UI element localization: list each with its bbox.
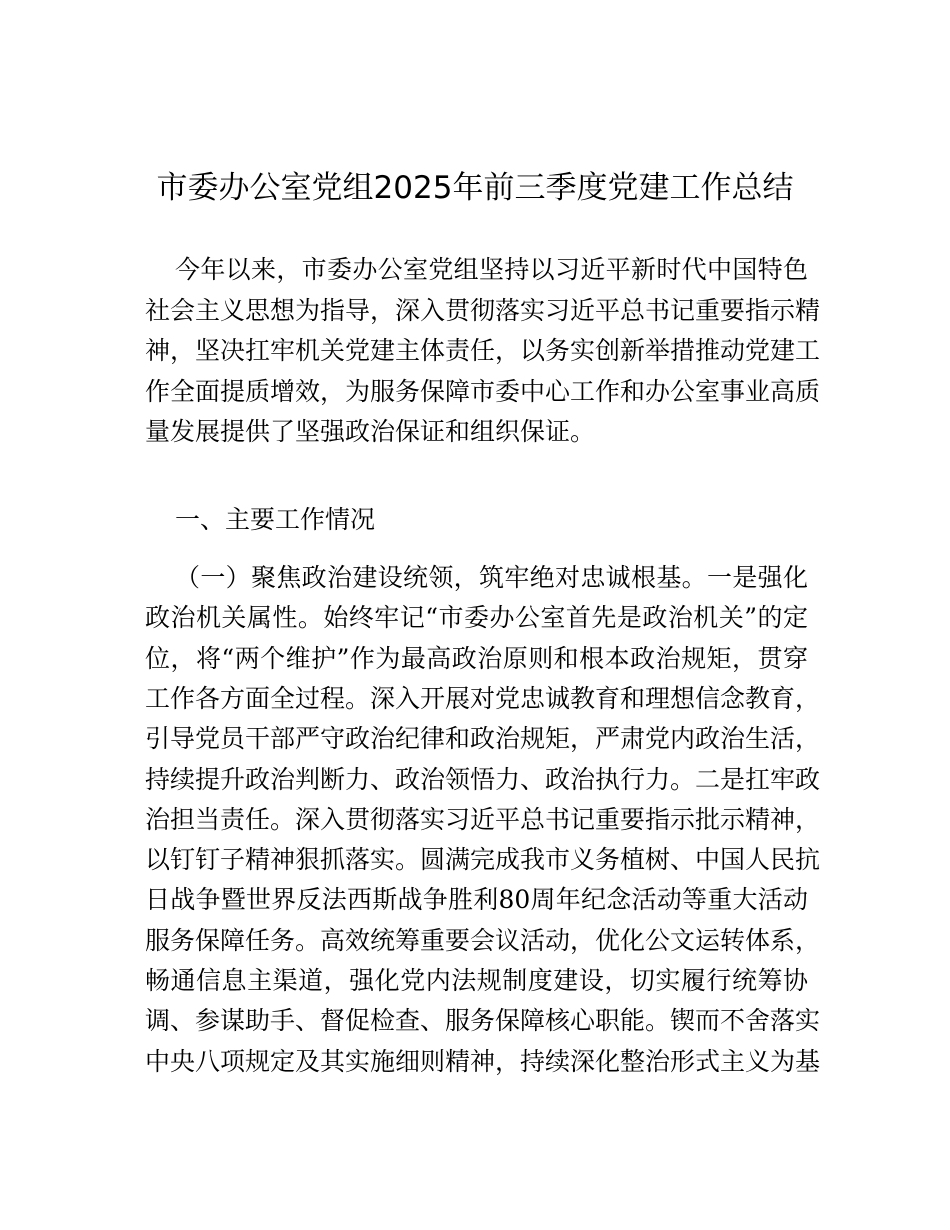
text-line: 日战争暨世界反法西斯战争胜利80周年纪念活动等重大活动 [145, 885, 808, 915]
section-heading: 一、主要工作情况 [175, 505, 376, 534]
text-line: 中央八项规定及其实施细则精神，持续深化整治形式主义为基 [145, 1046, 821, 1076]
text-line: 持续提升政治判断力、政治领悟力、政治执行力。二是扛牢政 [145, 764, 821, 794]
text-line: 引导党员干部严守政治纪律和政治规矩，严肃党内政治生活， [145, 724, 821, 754]
text-line: 神，坚决扛牢机关党建主体责任，以务实创新举措推动党建工 [145, 336, 821, 365]
text-line: 政治机关属性。始终牢记“市委办公室首先是政治机关”的定 [145, 603, 808, 633]
text-line: 工作各方面全过程。深入开展对党忠诚教育和理想信念教育， [145, 683, 821, 713]
text-line: 量发展提供了坚强政治保证和组织保证。 [145, 417, 596, 446]
text-line: 今年以来，市委办公室党组坚持以习近平新时代中国特色 [175, 255, 808, 284]
text-line: 畅通信息主渠道，强化党内法规制度建设，切实履行统筹协 [145, 966, 808, 995]
text-line: 位，将“两个维护”作为最高政治原则和根本政治规矩，贯穿 [145, 643, 808, 673]
text-line: 以钉钉子精神狠抓落实。圆满完成我市义务植树、中国人民抗 [145, 845, 821, 875]
text-line: 社会主义思想为指导，深入贯彻落实习近平总书记重要指示精 [145, 295, 821, 325]
document-title: 市委办公室党组2025年前三季度党建工作总结 [156, 170, 794, 206]
text-line: 服务保障任务。高效统筹重要会议活动，优化公文运转体系， [145, 925, 821, 955]
text-line: 调、参谋助手、督促检查、服务保障核心职能。锲而不舍落实 [145, 1006, 821, 1036]
text-line: （一）聚焦政治建设统领，筑牢绝对忠诚根基。一是强化 [175, 563, 808, 592]
text-line: 治担当责任。深入贯彻落实习近平总书记重要指示批示精神， [145, 804, 821, 834]
text-line: 作全面提质增效，为服务保障市委中心工作和办公室事业高质 [145, 376, 821, 406]
